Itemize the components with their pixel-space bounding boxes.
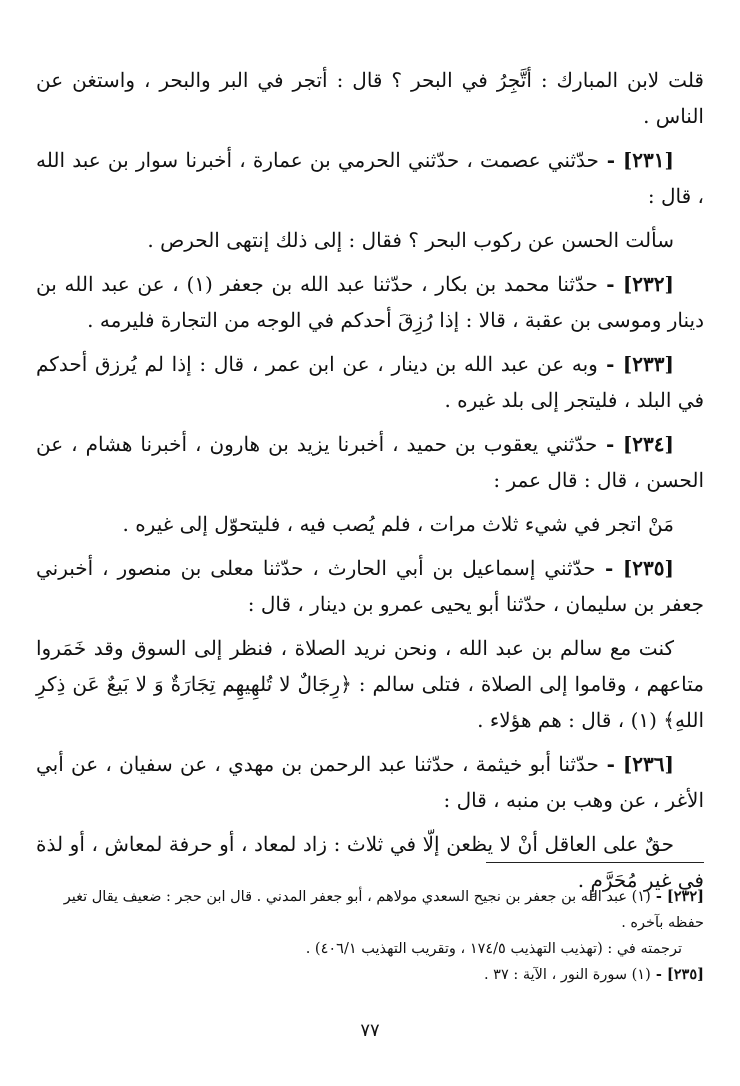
page-number: ٧٧ bbox=[360, 1020, 380, 1041]
hadith-number: [٢٣٤] - bbox=[597, 432, 674, 456]
paragraph-2 bbox=[36, 142, 704, 214]
hadith-number: [٢٣٥] - bbox=[595, 556, 674, 580]
footnote-ref: [٢٣٢] - bbox=[650, 888, 704, 905]
hadith-number: [٢٣٦] - bbox=[598, 752, 674, 776]
footnote-text: ترجمته في : (تهذيب التهذيب ١٧٤/٥ ، وتقريب التهذيب ٤٠٦/١) . bbox=[305, 941, 682, 957]
footnote-ref: [٢٣٥] - bbox=[650, 966, 704, 983]
paragraph-7 bbox=[36, 506, 704, 542]
footnote-3 bbox=[36, 962, 704, 988]
paragraph-6 bbox=[36, 426, 704, 498]
paragraph-text: كنت مع سالم بن عبد الله ، ونحن نريد الصلاة ، فنظر إلى السوق وقد خَمَروا متاعهم ، وقاموا إلى الصلاة ، فتلى سالم : ﴿رِجَالٌ لا تُلهِيهِم تِجَارَةٌ وَ لا بَيعٌ عَن ذِكرِ اللهِ﴾ (١) ، قال : هم هؤلاء . bbox=[36, 636, 704, 732]
paragraph-text: حدّثني عصمت ، حدّثني الحرمي بن عمارة ، أخبرنا سوار بن عبد الله ، قال : bbox=[36, 148, 704, 208]
main-text bbox=[36, 62, 704, 906]
footnote-divider bbox=[486, 862, 704, 863]
footnotes bbox=[36, 884, 704, 988]
paragraph-text: حدّثنا محمد بن بكار ، حدّثنا عبد الله بن جعفر (١) ، عن عبد الله بن دينار وموسى بن عقبة ، قالا : إذا رُزِقَ أحدكم في الوجه من التجارة فليرمه . bbox=[36, 272, 704, 332]
paragraph-3 bbox=[36, 222, 704, 258]
paragraph-10 bbox=[36, 746, 704, 818]
hadith-number: [٢٣١] - bbox=[598, 148, 674, 172]
paragraph-text: حدّثني يعقوب بن حميد ، أخبرنا يزيد بن هارون ، أخبرنا هشام ، عن الحسن ، قال : قال عمر : bbox=[36, 432, 704, 492]
paragraph-text: حقٌ على العاقل أنْ لا يظعن إلّا في ثلاث : زاد لمعاد ، أو حرفة لمعاش ، أو لذة في غير مُحَرَّمٍ . bbox=[36, 832, 704, 892]
paragraph-8 bbox=[36, 550, 704, 622]
paragraph-text: وبه عن عبد الله بن دينار ، عن ابن عمر ، قال : إذا لم يُرزق أحدكم في البلد ، فليتجر إلى بلد غيره . bbox=[36, 352, 704, 412]
paragraph-text: حدّثني إسماعيل بن أبي الحارث ، حدّثنا معلى بن منصور ، أخبرني جعفر بن سليمان ، حدّثنا أبو يحيى عمرو بن دينار ، قال : bbox=[36, 556, 704, 616]
paragraph-5 bbox=[36, 346, 704, 418]
footnote-text: (١) عبد الله بن جعفر بن نجيح السعدي مولاهم ، أبو جعفر المدني . قال ابن حجر : ضعيف يقال تغير حفظه بآخره . bbox=[63, 889, 704, 931]
paragraph-text: مَنْ اتجر في شيء ثلاث مرات ، فلم يُصب فيه ، فليتحوّل إلى غيره . bbox=[122, 512, 674, 536]
paragraph-4 bbox=[36, 266, 704, 338]
footnote-1 bbox=[36, 884, 704, 936]
hadith-number: [٢٣٢] - bbox=[597, 272, 674, 296]
paragraph-1 bbox=[36, 62, 704, 134]
paragraph-text: حدّثنا أبو خيثمة ، حدّثنا عبد الرحمن بن مهدي ، عن سفيان ، عن أبي الأغر ، عن وهب بن منبه ، قال : bbox=[36, 752, 704, 812]
paragraph-9 bbox=[36, 630, 704, 738]
hadith-number: [٢٣٣] - bbox=[597, 352, 674, 376]
footnote-text: (١) سورة النور ، الآية : ٣٧ . bbox=[483, 967, 651, 983]
footnote-2 bbox=[36, 936, 704, 962]
paragraph-text: قلت لابن المبارك : أتَّجِرُ في البحر ؟ قال : أتجر في البر والبحر ، واستغن عن الناس . bbox=[36, 68, 704, 128]
paragraph-text: سألت الحسن عن ركوب البحر ؟ فقال : إلى ذلك إنتهى الحرص . bbox=[147, 228, 674, 252]
